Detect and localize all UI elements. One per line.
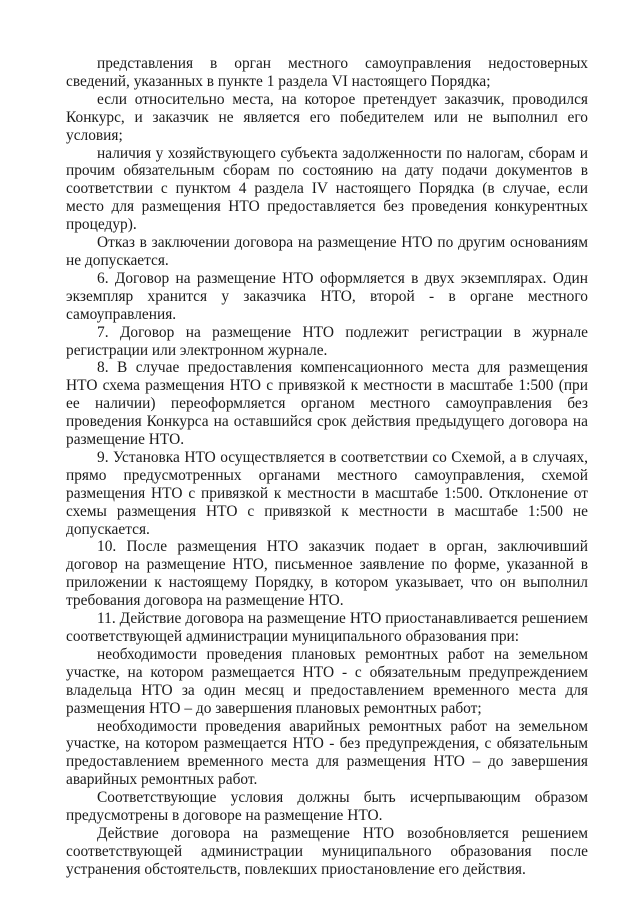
paragraph-item-11: 11. Действие договора на размещение НТО приостанавливается решением соответствующей администрации муниципального образования при: <box>66 610 588 645</box>
paragraph-item-10: 10. После размещения НТО заказчик подает в орган, заключивший договор на размещение НТО, письменное заявление по форме, указанной в приложении к настоящему Порядку, в котором указывает, что он выполнил требования договора на размещение НТО. <box>66 538 588 610</box>
paragraph-item-7: 7. Договор на размещение НТО подлежит регистрации в журнале регистрации или электронном журнале. <box>66 323 588 359</box>
document-page <box>66 55 588 879</box>
paragraph-emergency-repairs: необходимости проведения аварийных ремонтных работ на земельном участке, на котором размещается НТО - без предупреждения, с обязательным предоставлением временного места для размещения НТО – до завершения аварийных ремонтных работ. <box>66 717 588 789</box>
paragraph-resumption: Действие договора на размещение НТО возобновляется решением соответствующей администрации муниципального образования после устранения обстоятельств, повлекших приостановление его действия. <box>66 824 588 878</box>
paragraph-item-8: 8. В случае предоставления компенсационного места для размещения НТО схема размещения НТО с привязкой к местности в масштабе 1:500 (при ее наличии) переоформляется органом местного самоуправления без проведения Конкурса на оставшийся срок действия предыдущего договора на размещение НТО. <box>66 359 588 449</box>
paragraph-conditions-exhaustive: Соответствующие условия должны быть исчерпывающим образом предусмотрены в договоре на размещение НТО. <box>66 789 588 825</box>
paragraph-refusal-other-grounds: Отказ в заключении договора на размещение НТО по другим основаниям не допускается. <box>66 234 588 269</box>
paragraph-planned-repairs: необходимости проведения плановых ремонтных работ на земельном участке, на котором размещается НТО - с обязательным предупреждением владельца НТО за один месяц и предоставлением временного места для размещения НТО – до завершения плановых ремонтных работ; <box>66 645 588 717</box>
paragraph-condition-debt: наличия у хозяйствующего субъекта задолженности по налогам, сборам и прочим обязательным сборам по состоянию на дату подачи документов в соответствии с пунктом 4 раздела IV настоящего Порядка (в случае, если место для размещения НТО предоставляется без проведения конкурентных процедур). <box>66 144 588 234</box>
paragraph-item-9: 9. Установка НТО осуществляется в соответствии со Схемой, а в случаях, прямо предусмотренных органами местного самоуправления, схемой размещения НТО с привязкой к местности в масштабе 1:500. Отклонение от схемы размещения НТО с привязкой к местности в масштабе 1:500 не допускается. <box>66 448 588 538</box>
paragraph-item-6: 6. Договор на размещение НТО оформляется в двух экземплярах. Один экземпляр хранится у заказчика НТО, второй - в органе местного самоуправления. <box>66 269 588 323</box>
paragraph-condition-competition: если относительно места, на которое претендует заказчик, проводился Конкурс, и заказчик не является его победителем или не выполнил его условия; <box>66 90 588 144</box>
paragraph-continuation: представления в орган местного самоуправления недостоверных сведений, указанных в пункте 1 раздела VI настоящего Порядка; <box>66 55 588 90</box>
